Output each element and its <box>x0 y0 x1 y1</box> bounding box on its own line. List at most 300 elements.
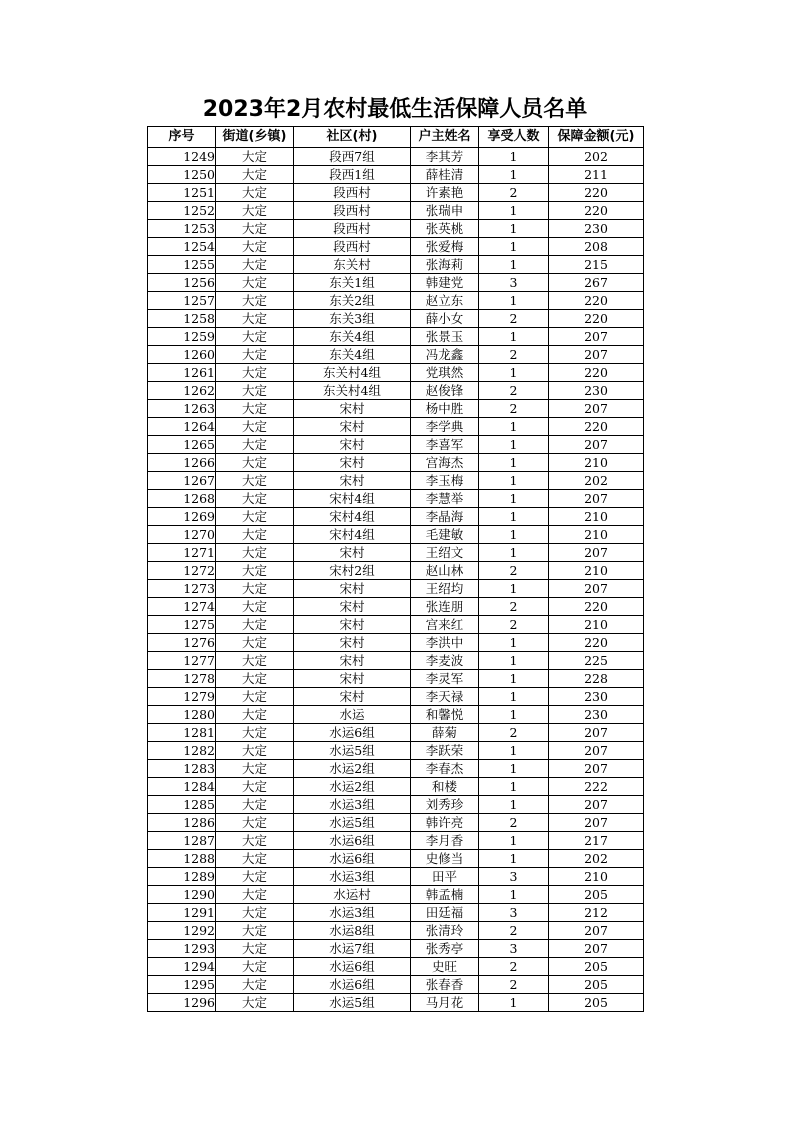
table-row <box>148 418 644 436</box>
householder-name-cell: 李学典 <box>411 418 479 436</box>
table-row <box>148 994 644 1012</box>
street-town-cell: 大定 <box>216 364 294 382</box>
street-town-cell: 大定 <box>216 382 294 400</box>
street-town-cell: 大定 <box>216 724 294 742</box>
householder-name-cell: 史修当 <box>411 850 479 868</box>
householder-name-cell: 薛桂清 <box>411 166 479 184</box>
street-town-cell: 大定 <box>216 256 294 274</box>
community-cell: 水运村 <box>294 886 411 904</box>
serial-number-cell: 1256 <box>148 274 216 292</box>
table-row <box>148 292 644 310</box>
table-row <box>148 454 644 472</box>
beneficiary-count-cell: 2 <box>479 958 549 976</box>
serial-number-cell: 1257 <box>148 292 216 310</box>
serial-number-cell: 1261 <box>148 364 216 382</box>
allowance-amount-cell: 202 <box>549 472 644 490</box>
householder-name-cell: 李喜军 <box>411 436 479 454</box>
serial-number-cell: 1295 <box>148 976 216 994</box>
community-cell: 宋村4组 <box>294 490 411 508</box>
serial-number-cell: 1252 <box>148 202 216 220</box>
street-town-cell: 大定 <box>216 616 294 634</box>
beneficiary-count-cell: 2 <box>479 616 549 634</box>
allowance-amount-cell: 207 <box>549 400 644 418</box>
community-cell: 水运7组 <box>294 940 411 958</box>
serial-number-cell: 1285 <box>148 796 216 814</box>
householder-name-cell: 田平 <box>411 868 479 886</box>
beneficiary-count-cell: 1 <box>479 436 549 454</box>
householder-name-cell: 李春杰 <box>411 760 479 778</box>
serial-number-cell: 1273 <box>148 580 216 598</box>
header-community-village: 社区(村) <box>294 127 411 148</box>
table-row <box>148 148 644 166</box>
community-cell: 宋村 <box>294 472 411 490</box>
householder-name-cell: 李洪中 <box>411 634 479 652</box>
serial-number-cell: 1275 <box>148 616 216 634</box>
allowance-amount-cell: 220 <box>549 598 644 616</box>
beneficiary-count-cell: 3 <box>479 274 549 292</box>
table-row <box>148 490 644 508</box>
community-cell: 水运3组 <box>294 868 411 886</box>
householder-name-cell: 许素艳 <box>411 184 479 202</box>
street-town-cell: 大定 <box>216 598 294 616</box>
community-cell: 段西村 <box>294 184 411 202</box>
allowance-amount-cell: 222 <box>549 778 644 796</box>
beneficiary-count-cell: 2 <box>479 562 549 580</box>
beneficiary-count-cell: 1 <box>479 850 549 868</box>
community-cell: 水运6组 <box>294 724 411 742</box>
householder-name-cell: 王绍均 <box>411 580 479 598</box>
serial-number-cell: 1264 <box>148 418 216 436</box>
beneficiary-count-cell: 3 <box>479 904 549 922</box>
allowance-amount-cell: 230 <box>549 382 644 400</box>
beneficiary-count-cell: 2 <box>479 184 549 202</box>
table-row <box>148 202 644 220</box>
street-town-cell: 大定 <box>216 544 294 562</box>
householder-name-cell: 李晶海 <box>411 508 479 526</box>
beneficiary-count-cell: 1 <box>479 886 549 904</box>
beneficiary-count-cell: 1 <box>479 652 549 670</box>
beneficiary-count-cell: 1 <box>479 580 549 598</box>
community-cell: 宋村4组 <box>294 508 411 526</box>
allowance-amount-cell: 205 <box>549 976 644 994</box>
community-cell: 段西村 <box>294 220 411 238</box>
serial-number-cell: 1289 <box>148 868 216 886</box>
beneficiary-count-cell: 2 <box>479 724 549 742</box>
allowance-amount-cell: 207 <box>549 742 644 760</box>
community-cell: 宋村 <box>294 418 411 436</box>
serial-number-cell: 1276 <box>148 634 216 652</box>
street-town-cell: 大定 <box>216 634 294 652</box>
table-row <box>148 922 644 940</box>
serial-number-cell: 1253 <box>148 220 216 238</box>
allowance-amount-cell: 202 <box>549 850 644 868</box>
householder-name-cell: 韩建党 <box>411 274 479 292</box>
header-allowance-amount: 保障金额(元) <box>549 127 644 148</box>
community-cell: 段西村 <box>294 238 411 256</box>
allowance-amount-cell: 205 <box>549 886 644 904</box>
householder-name-cell: 李玉梅 <box>411 472 479 490</box>
street-town-cell: 大定 <box>216 490 294 508</box>
street-town-cell: 大定 <box>216 904 294 922</box>
table-row <box>148 652 644 670</box>
allowance-amount-cell: 220 <box>549 184 644 202</box>
serial-number-cell: 1280 <box>148 706 216 724</box>
table-row <box>148 256 644 274</box>
street-town-cell: 大定 <box>216 328 294 346</box>
community-cell: 东关3组 <box>294 310 411 328</box>
serial-number-cell: 1274 <box>148 598 216 616</box>
allowance-amount-cell: 207 <box>549 436 644 454</box>
community-cell: 宋村2组 <box>294 562 411 580</box>
beneficiary-count-cell: 1 <box>479 328 549 346</box>
beneficiary-count-cell: 1 <box>479 148 549 166</box>
table-row <box>148 796 644 814</box>
street-town-cell: 大定 <box>216 994 294 1012</box>
community-cell: 宋村 <box>294 652 411 670</box>
street-town-cell: 大定 <box>216 292 294 310</box>
allowance-amount-cell: 212 <box>549 904 644 922</box>
serial-number-cell: 1284 <box>148 778 216 796</box>
street-town-cell: 大定 <box>216 400 294 418</box>
beneficiary-count-cell: 2 <box>479 382 549 400</box>
householder-name-cell: 张连朋 <box>411 598 479 616</box>
table-row <box>148 688 644 706</box>
community-cell: 段西7组 <box>294 148 411 166</box>
community-cell: 东关村4组 <box>294 364 411 382</box>
householder-name-cell: 史旺 <box>411 958 479 976</box>
table-row <box>148 634 644 652</box>
street-town-cell: 大定 <box>216 418 294 436</box>
community-cell: 水运6组 <box>294 850 411 868</box>
beneficiary-count-cell: 2 <box>479 814 549 832</box>
table-row <box>148 238 644 256</box>
householder-name-cell: 张爱梅 <box>411 238 479 256</box>
street-town-cell: 大定 <box>216 184 294 202</box>
community-cell: 东关4组 <box>294 328 411 346</box>
beneficiary-count-cell: 1 <box>479 526 549 544</box>
street-town-cell: 大定 <box>216 310 294 328</box>
beneficiary-count-cell: 2 <box>479 598 549 616</box>
street-town-cell: 大定 <box>216 922 294 940</box>
community-cell: 宋村 <box>294 580 411 598</box>
community-cell: 水运3组 <box>294 796 411 814</box>
allowance-amount-cell: 215 <box>549 256 644 274</box>
householder-name-cell: 赵山林 <box>411 562 479 580</box>
street-town-cell: 大定 <box>216 796 294 814</box>
householder-name-cell: 杨中胜 <box>411 400 479 418</box>
allowance-amount-cell: 210 <box>549 454 644 472</box>
community-cell: 水运6组 <box>294 976 411 994</box>
allowance-amount-cell: 211 <box>549 166 644 184</box>
street-town-cell: 大定 <box>216 742 294 760</box>
serial-number-cell: 1258 <box>148 310 216 328</box>
community-cell: 水运6组 <box>294 958 411 976</box>
header-row <box>148 127 644 148</box>
serial-number-cell: 1250 <box>148 166 216 184</box>
street-town-cell: 大定 <box>216 220 294 238</box>
street-town-cell: 大定 <box>216 238 294 256</box>
allowance-amount-cell: 220 <box>549 310 644 328</box>
serial-number-cell: 1262 <box>148 382 216 400</box>
table-row <box>148 562 644 580</box>
beneficiary-count-cell: 1 <box>479 490 549 508</box>
street-town-cell: 大定 <box>216 274 294 292</box>
community-cell: 段西村 <box>294 202 411 220</box>
beneficiary-count-cell: 1 <box>479 760 549 778</box>
allowance-amount-cell: 210 <box>549 868 644 886</box>
header-serial-number: 序号 <box>148 127 216 148</box>
householder-name-cell: 李天禄 <box>411 688 479 706</box>
beneficiary-count-cell: 3 <box>479 940 549 958</box>
beneficiary-count-cell: 1 <box>479 742 549 760</box>
street-town-cell: 大定 <box>216 832 294 850</box>
allowance-amount-cell: 217 <box>549 832 644 850</box>
serial-number-cell: 1272 <box>148 562 216 580</box>
street-town-cell: 大定 <box>216 958 294 976</box>
serial-number-cell: 1288 <box>148 850 216 868</box>
householder-name-cell: 张景玉 <box>411 328 479 346</box>
community-cell: 水运5组 <box>294 742 411 760</box>
serial-number-cell: 1281 <box>148 724 216 742</box>
householder-name-cell: 张秀亭 <box>411 940 479 958</box>
beneficiary-count-cell: 2 <box>479 400 549 418</box>
street-town-cell: 大定 <box>216 706 294 724</box>
table-row <box>148 742 644 760</box>
table-row <box>148 616 644 634</box>
street-town-cell: 大定 <box>216 166 294 184</box>
community-cell: 水运2组 <box>294 760 411 778</box>
serial-number-cell: 1263 <box>148 400 216 418</box>
serial-number-cell: 1270 <box>148 526 216 544</box>
table-body <box>148 148 644 1012</box>
street-town-cell: 大定 <box>216 886 294 904</box>
table-row <box>148 364 644 382</box>
beneficiary-count-cell: 1 <box>479 220 549 238</box>
beneficiary-count-cell: 1 <box>479 508 549 526</box>
householder-name-cell: 张海莉 <box>411 256 479 274</box>
community-cell: 水运5组 <box>294 994 411 1012</box>
community-cell: 宋村 <box>294 436 411 454</box>
allowance-amount-cell: 267 <box>549 274 644 292</box>
allowance-amount-cell: 230 <box>549 688 644 706</box>
householder-name-cell: 毛建敏 <box>411 526 479 544</box>
householder-name-cell: 张英桃 <box>411 220 479 238</box>
householder-name-cell: 王绍文 <box>411 544 479 562</box>
householder-name-cell: 赵立东 <box>411 292 479 310</box>
street-town-cell: 大定 <box>216 526 294 544</box>
allowance-amount-cell: 208 <box>549 238 644 256</box>
page-title: 2023年2月农村最低生活保障人员名单 <box>202 97 588 122</box>
allowance-amount-cell: 220 <box>549 292 644 310</box>
householder-name-cell: 李麦波 <box>411 652 479 670</box>
householder-name-cell: 和楼 <box>411 778 479 796</box>
serial-number-cell: 1259 <box>148 328 216 346</box>
table-row <box>148 346 644 364</box>
beneficiary-count-cell: 1 <box>479 634 549 652</box>
table-row <box>148 166 644 184</box>
beneficiary-count-cell: 1 <box>479 166 549 184</box>
allowance-amount-cell: 230 <box>549 706 644 724</box>
community-cell: 水运5组 <box>294 814 411 832</box>
street-town-cell: 大定 <box>216 508 294 526</box>
street-town-cell: 大定 <box>216 580 294 598</box>
beneficiary-count-cell: 1 <box>479 364 549 382</box>
allowance-amount-cell: 220 <box>549 364 644 382</box>
table-row <box>148 850 644 868</box>
beneficiary-count-cell: 1 <box>479 670 549 688</box>
serial-number-cell: 1269 <box>148 508 216 526</box>
serial-number-cell: 1260 <box>148 346 216 364</box>
table-row <box>148 868 644 886</box>
street-town-cell: 大定 <box>216 472 294 490</box>
community-cell: 宋村 <box>294 544 411 562</box>
community-cell: 水运 <box>294 706 411 724</box>
beneficiary-count-cell: 1 <box>479 688 549 706</box>
table-row <box>148 400 644 418</box>
householder-name-cell: 李月香 <box>411 832 479 850</box>
serial-number-cell: 1292 <box>148 922 216 940</box>
header-householder-name: 户主姓名 <box>411 127 479 148</box>
table-row <box>148 886 644 904</box>
community-cell: 水运2组 <box>294 778 411 796</box>
community-cell: 东关4组 <box>294 346 411 364</box>
community-cell: 宋村4组 <box>294 526 411 544</box>
table-row <box>148 526 644 544</box>
community-cell: 宋村 <box>294 670 411 688</box>
community-cell: 东关2组 <box>294 292 411 310</box>
table-row <box>148 220 644 238</box>
serial-number-cell: 1254 <box>148 238 216 256</box>
allowance-amount-cell: 210 <box>549 562 644 580</box>
community-cell: 东关1组 <box>294 274 411 292</box>
allowance-amount-cell: 230 <box>549 220 644 238</box>
householder-name-cell: 李其芳 <box>411 148 479 166</box>
beneficiary-count-cell: 1 <box>479 292 549 310</box>
serial-number-cell: 1296 <box>148 994 216 1012</box>
serial-number-cell: 1271 <box>148 544 216 562</box>
table-row <box>148 904 644 922</box>
community-cell: 宋村 <box>294 688 411 706</box>
table-row <box>148 580 644 598</box>
householder-name-cell: 张瑞申 <box>411 202 479 220</box>
street-town-cell: 大定 <box>216 760 294 778</box>
table-row <box>148 544 644 562</box>
beneficiary-count-cell: 2 <box>479 922 549 940</box>
serial-number-cell: 1290 <box>148 886 216 904</box>
beneficiary-count-cell: 1 <box>479 202 549 220</box>
serial-number-cell: 1279 <box>148 688 216 706</box>
beneficiary-count-cell: 2 <box>479 310 549 328</box>
serial-number-cell: 1278 <box>148 670 216 688</box>
table-row <box>148 598 644 616</box>
householder-name-cell: 冯龙鑫 <box>411 346 479 364</box>
street-town-cell: 大定 <box>216 454 294 472</box>
table-row <box>148 382 644 400</box>
street-town-cell: 大定 <box>216 814 294 832</box>
householder-name-cell: 薛菊 <box>411 724 479 742</box>
header-beneficiary-count: 享受人数 <box>479 127 549 148</box>
table-row <box>148 328 644 346</box>
community-cell: 宋村 <box>294 598 411 616</box>
table-row <box>148 778 644 796</box>
community-cell: 段西1组 <box>294 166 411 184</box>
table-row <box>148 976 644 994</box>
community-cell: 东关村4组 <box>294 382 411 400</box>
allowance-amount-cell: 207 <box>549 580 644 598</box>
beneficiary-count-cell: 1 <box>479 832 549 850</box>
community-cell: 水运3组 <box>294 904 411 922</box>
beneficiary-count-cell: 1 <box>479 472 549 490</box>
table-row <box>148 760 644 778</box>
householder-name-cell: 薛小女 <box>411 310 479 328</box>
householder-name-cell: 和馨悦 <box>411 706 479 724</box>
allowance-amount-cell: 220 <box>549 418 644 436</box>
table-row <box>148 940 644 958</box>
allowance-amount-cell: 207 <box>549 724 644 742</box>
beneficiary-count-cell: 3 <box>479 868 549 886</box>
serial-number-cell: 1286 <box>148 814 216 832</box>
householder-name-cell: 党琪然 <box>411 364 479 382</box>
serial-number-cell: 1266 <box>148 454 216 472</box>
street-town-cell: 大定 <box>216 976 294 994</box>
community-cell: 宋村 <box>294 400 411 418</box>
beneficiary-table <box>147 126 644 1012</box>
table-row <box>148 472 644 490</box>
householder-name-cell: 张清玲 <box>411 922 479 940</box>
serial-number-cell: 1251 <box>148 184 216 202</box>
beneficiary-count-cell: 2 <box>479 346 549 364</box>
street-town-cell: 大定 <box>216 562 294 580</box>
beneficiary-count-cell: 1 <box>479 418 549 436</box>
allowance-amount-cell: 210 <box>549 616 644 634</box>
beneficiary-count-cell: 1 <box>479 544 549 562</box>
allowance-amount-cell: 207 <box>549 796 644 814</box>
street-town-cell: 大定 <box>216 688 294 706</box>
table-row <box>148 670 644 688</box>
table-row <box>148 274 644 292</box>
householder-name-cell: 宫海杰 <box>411 454 479 472</box>
serial-number-cell: 1277 <box>148 652 216 670</box>
table-row <box>148 436 644 454</box>
serial-number-cell: 1287 <box>148 832 216 850</box>
allowance-amount-cell: 207 <box>549 346 644 364</box>
allowance-amount-cell: 228 <box>549 670 644 688</box>
serial-number-cell: 1282 <box>148 742 216 760</box>
table-row <box>148 706 644 724</box>
householder-name-cell: 韩许亮 <box>411 814 479 832</box>
householder-name-cell: 李跃荣 <box>411 742 479 760</box>
header-street-town: 街道(乡镇) <box>216 127 294 148</box>
beneficiary-count-cell: 1 <box>479 454 549 472</box>
table-row <box>148 184 644 202</box>
table-row <box>148 724 644 742</box>
allowance-amount-cell: 207 <box>549 490 644 508</box>
allowance-amount-cell: 207 <box>549 922 644 940</box>
street-town-cell: 大定 <box>216 670 294 688</box>
street-town-cell: 大定 <box>216 346 294 364</box>
street-town-cell: 大定 <box>216 202 294 220</box>
serial-number-cell: 1265 <box>148 436 216 454</box>
community-cell: 宋村 <box>294 616 411 634</box>
table-row <box>148 832 644 850</box>
table-row <box>148 814 644 832</box>
community-cell: 宋村 <box>294 634 411 652</box>
serial-number-cell: 1293 <box>148 940 216 958</box>
serial-number-cell: 1268 <box>148 490 216 508</box>
allowance-amount-cell: 210 <box>549 508 644 526</box>
householder-name-cell: 李灵军 <box>411 670 479 688</box>
serial-number-cell: 1283 <box>148 760 216 778</box>
